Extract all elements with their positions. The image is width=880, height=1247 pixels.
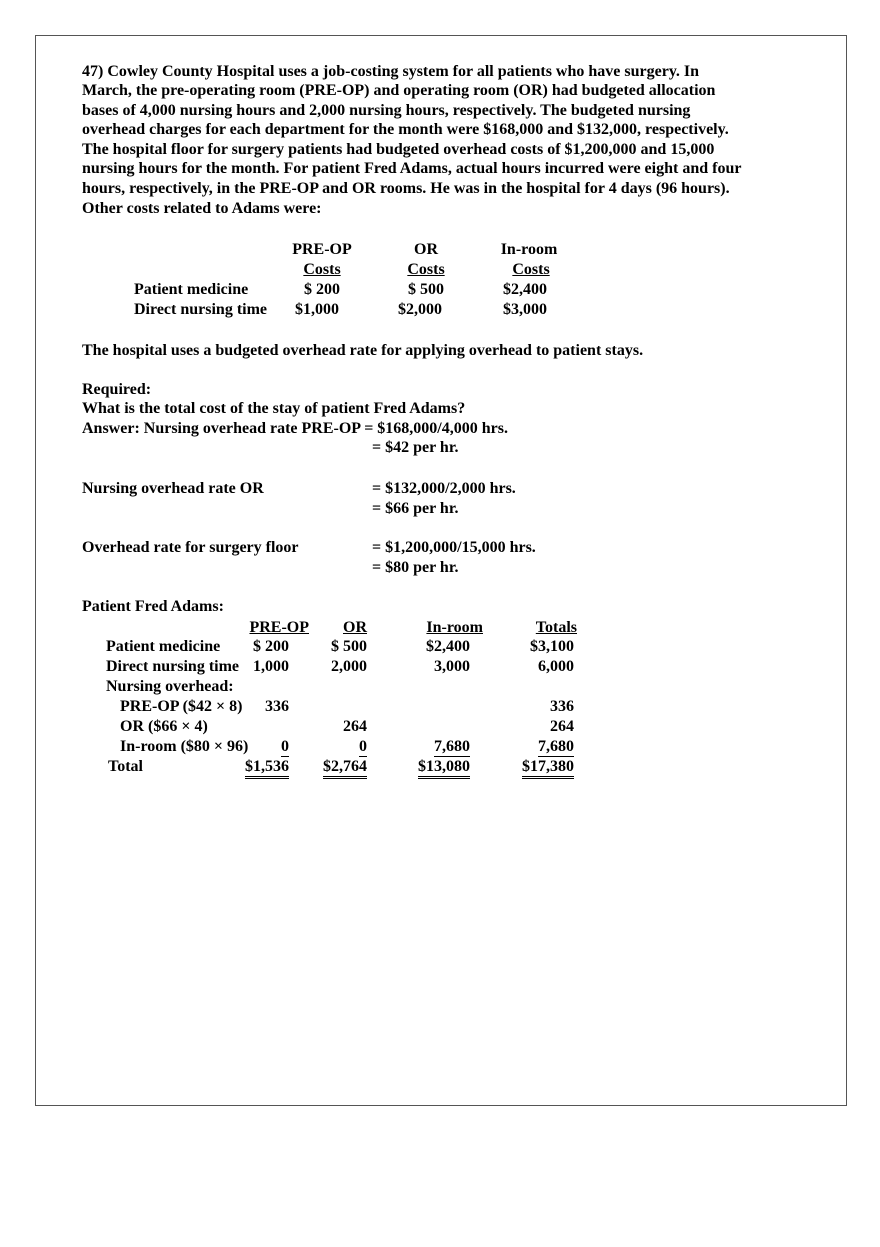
cell: $2,400 xyxy=(426,638,470,655)
row-label: Direct nursing time xyxy=(134,301,268,318)
cell: $17,380 xyxy=(522,757,574,779)
cell-wrap xyxy=(267,757,367,779)
cell: 336 xyxy=(550,698,574,715)
or-rate-label: Nursing overhead rate OR xyxy=(82,480,264,497)
cell-wrap xyxy=(189,697,289,716)
row-label: Patient medicine xyxy=(134,281,249,298)
header: Costs xyxy=(303,261,341,278)
cell: $ 200 xyxy=(304,281,340,298)
cell: $2,764 xyxy=(323,757,367,779)
row-label: PRE-OP ($42 × 8) xyxy=(120,698,243,715)
required-question: What is the total cost of the stay of patient Fred Adams? xyxy=(82,400,466,417)
answer-line: Answer: Nursing overhead rate PRE-OP = $168,000/4,000 hrs. xyxy=(82,420,508,437)
patient-table-title: Patient Fred Adams: xyxy=(82,598,224,615)
question-line: Other costs related to Adams were: xyxy=(82,200,322,217)
cell-wrap xyxy=(474,637,574,656)
cell: 264 xyxy=(343,718,367,735)
cell: $2,400 xyxy=(503,281,547,298)
answer-result: = $42 per hr. xyxy=(372,439,459,456)
cell-wrap xyxy=(474,737,574,757)
floor-rate-label: Overhead rate for surgery floor xyxy=(82,539,299,556)
cell-wrap xyxy=(267,737,367,757)
cell: $ 500 xyxy=(331,638,367,655)
header: Costs xyxy=(512,261,550,278)
cell-wrap xyxy=(267,657,367,676)
cell: 7,680 xyxy=(538,738,574,755)
cell-wrap xyxy=(474,657,574,676)
cell: 264 xyxy=(550,718,574,735)
question-line: bases of 4,000 nursing hours and 2,000 nursing hours, respectively. The budgeted nursing xyxy=(82,102,691,119)
cell: $3,100 xyxy=(530,638,574,655)
cell: 0 xyxy=(281,738,289,755)
cell: 336 xyxy=(265,698,289,715)
floor-rate-result: = $80 per hr. xyxy=(372,559,459,576)
cell: $3,000 xyxy=(503,301,547,318)
row-label: Direct nursing time xyxy=(106,658,240,675)
cell: 3,000 xyxy=(434,658,470,675)
row-label: OR ($66 × 4) xyxy=(120,718,208,735)
question-line: March, the pre-operating room (PRE-OP) and operating room (OR) had budgeted allocation xyxy=(82,82,716,99)
cell-wrap xyxy=(474,697,574,716)
header: PRE-OP xyxy=(292,241,352,258)
or-rate-calc: = $132,000/2,000 hrs. xyxy=(372,480,516,497)
cell: $1,536 xyxy=(245,757,289,779)
cell: 2,000 xyxy=(331,658,367,675)
floor-rate-calc: = $1,200,000/15,000 hrs. xyxy=(372,539,536,556)
cell: 1,000 xyxy=(253,658,289,675)
cell-wrap xyxy=(370,657,470,676)
row-label: In-room ($80 × 96) xyxy=(120,738,249,755)
cell: $ 200 xyxy=(253,638,289,655)
required-label: Required: xyxy=(82,381,152,398)
header: Totals xyxy=(535,619,577,636)
cell-wrap xyxy=(267,717,367,736)
cell-wrap xyxy=(474,757,574,779)
cell: $ 500 xyxy=(408,281,444,298)
statement: The hospital uses a budgeted overhead rate for applying overhead to patient stays. xyxy=(82,342,644,359)
cell: 0 xyxy=(359,738,367,755)
cell-wrap xyxy=(267,637,367,656)
header: PRE-OP xyxy=(249,619,309,636)
header: OR xyxy=(414,241,438,258)
cell-wrap xyxy=(370,757,470,779)
cell: $1,000 xyxy=(295,301,339,318)
header: In-room xyxy=(426,619,483,636)
or-rate-result: = $66 per hr. xyxy=(372,500,459,517)
cell: 7,680 xyxy=(434,738,470,755)
row-label: Patient medicine xyxy=(106,638,221,655)
header: In-room xyxy=(500,241,558,258)
cell: 6,000 xyxy=(538,658,574,675)
question-line: hours, respectively, in the PRE-OP and OR rooms. He was in the hospital for 4 days (96 hours). xyxy=(82,180,730,197)
cell: $2,000 xyxy=(398,301,442,318)
question-line: overhead charges for each department for the month were $168,000 and $132,000, respectively. xyxy=(82,121,729,138)
question-line: nursing hours for the month. For patient Fred Adams, actual hours incurred were eight and four xyxy=(82,160,742,177)
row-label: Nursing overhead: xyxy=(106,678,234,695)
question-line: The hospital floor for surgery patients had budgeted overhead costs of $1,200,000 and 15,000 xyxy=(82,141,715,158)
row-label: Total xyxy=(108,758,143,775)
cell-wrap xyxy=(474,717,574,736)
question-line: 47) Cowley County Hospital uses a job-costing system for all patients who have surgery. In xyxy=(82,63,700,80)
cell: $13,080 xyxy=(418,757,470,779)
header: OR xyxy=(343,619,367,636)
header: Costs xyxy=(407,261,445,278)
cell-wrap xyxy=(370,637,470,656)
cell-wrap xyxy=(370,737,470,757)
